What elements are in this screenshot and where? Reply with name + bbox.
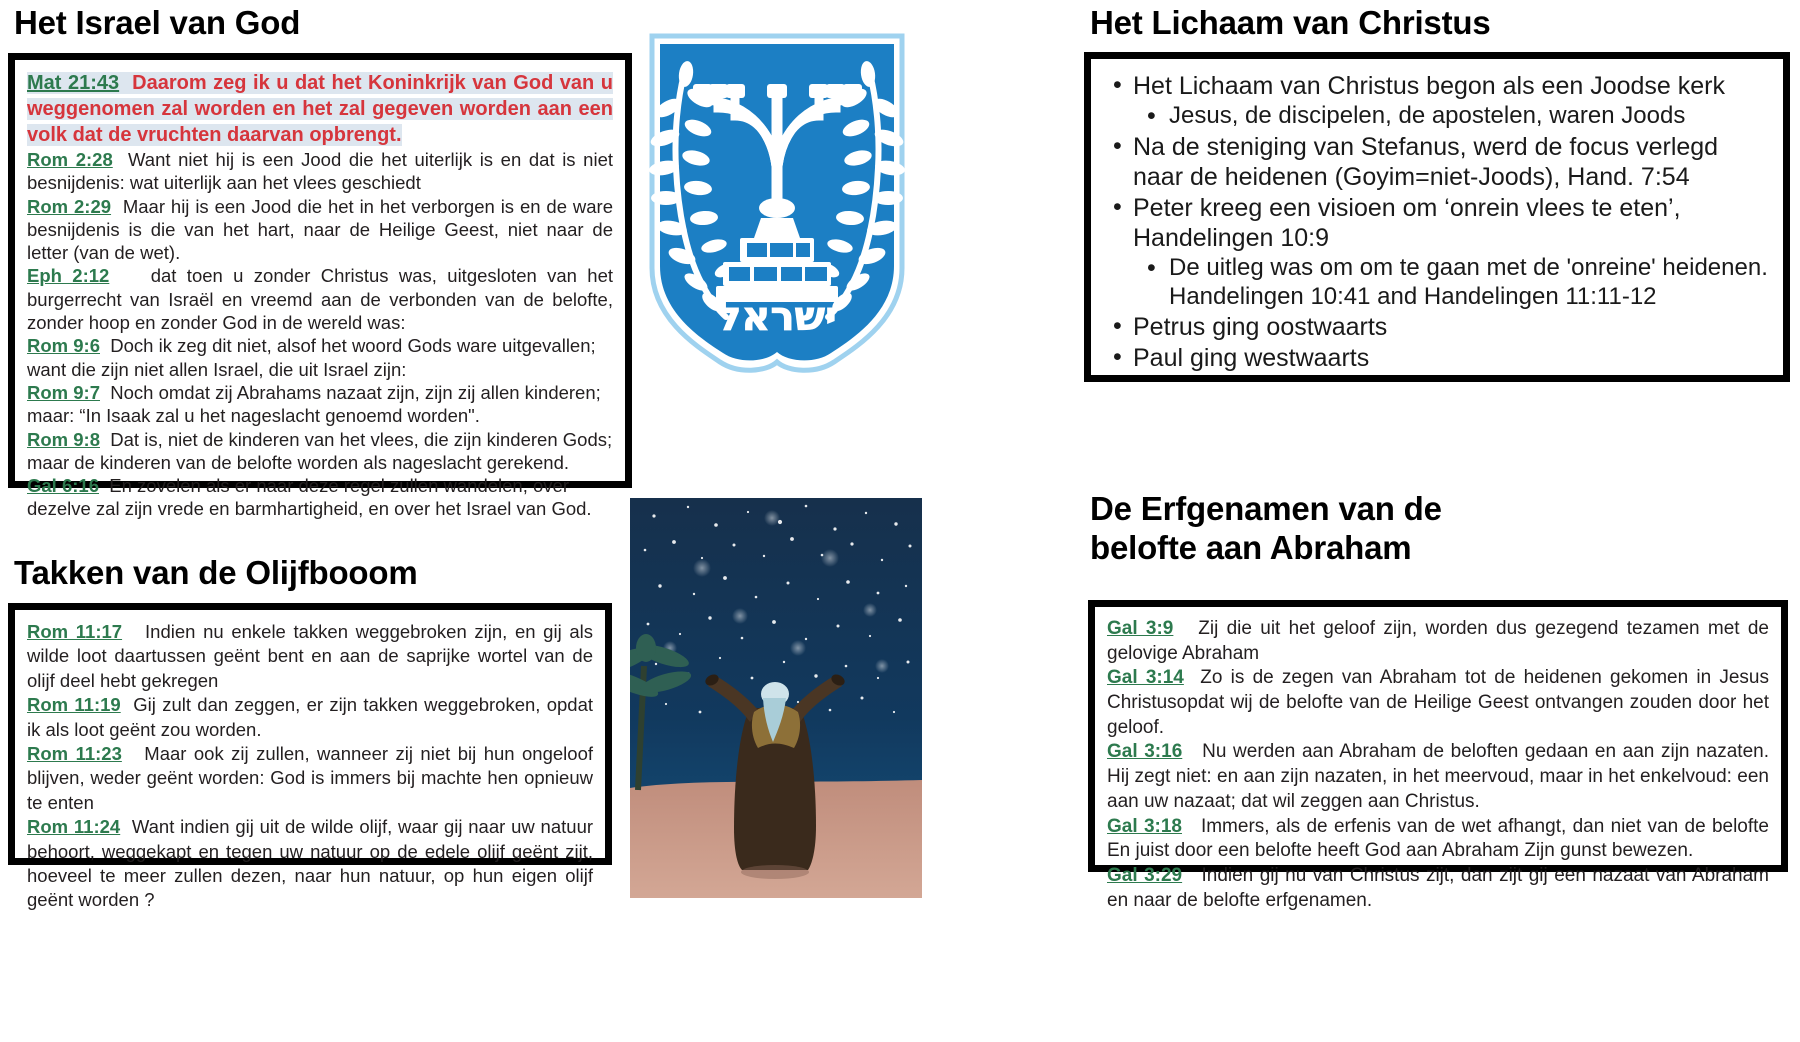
verse-text: Nu werden aan Abraham de beloften gedaan en aan zijn nazaten. Hij zegt niet: en aan zijn nazaten, in het meervoud, maar in het enkelvoud: een aan uw nazaat; dat wil zeggen aan Christus. [1107, 741, 1769, 812]
verse-reference[interactable]: Rom 2:28 [27, 149, 113, 170]
list-item [1107, 343, 1769, 373]
verse-reference[interactable]: Gal 3:9 [1107, 618, 1174, 639]
panel-title-erfgenamen: De Erfgenamen van de belofte aan Abraham [1090, 490, 1442, 566]
verse-item [27, 70, 613, 148]
verse-reference[interactable]: Rom 9:8 [27, 428, 100, 450]
verse-reference[interactable]: Eph 2:12 [27, 265, 110, 287]
verse-item [27, 148, 613, 195]
verse-reference[interactable]: Gal 3:29 [1107, 864, 1183, 886]
verse-reference[interactable]: Rom 11:19 [27, 694, 121, 716]
bullet-list-lichaam [1091, 59, 1783, 384]
list-item-label: Paul ging westwaarts [1133, 344, 1370, 373]
menorah-cups [693, 84, 862, 98]
bullet-icon: • [1113, 131, 1122, 160]
verse-item [1107, 740, 1769, 814]
list-item [1107, 102, 1769, 131]
verse-item [27, 620, 593, 693]
verse-text: Gij zult dan zeggen, er zijn takken weggebroken, opdat ik als loot geënt zou worden. [27, 694, 593, 740]
verse-box-erfgenamen [1088, 600, 1788, 911]
verse-reference[interactable]: Rom 9:7 [27, 381, 100, 403]
verse-reference[interactable]: Gal 3:18 [1107, 815, 1182, 837]
verse-item [1107, 617, 1769, 666]
list-item [1107, 312, 1769, 342]
verse-reference[interactable]: Gal 6:16 [27, 475, 99, 497]
list-item [1107, 132, 1769, 192]
verse-text: Noch omdat zij Abrahams nazaat zijn, zijn zij allen kinderen; maar: “In Isaak zal u het nageslacht genoemd worden". [27, 381, 601, 427]
list-item-label: Het Lichaam van Christus begon als een Joodse kerk [1133, 72, 1725, 100]
panel-title-israel: Het Israel van God [14, 4, 301, 41]
panel-title-takken: Takken van de Olijfbooom [14, 554, 418, 591]
verse-text: Indien gij nu van Christus zijt, dan zijt gij een nazaat van Abraham en naar de belofte erfgenamen. [1107, 864, 1769, 911]
list-item-label: Jesus, de discipelen, de apostelen, waren Joods [1169, 102, 1686, 129]
verse-text: Immers, als de erfenis van de wet afhangt, dan niet van de belofte En juist door een belofte heeft God aan Abraham Zijn gunst bewezen. [1107, 815, 1770, 862]
verse-text: Daarom zeg ik u dat het Koninkrijk van God van u weggenomen zal worden en het zal gegeven worden aan een volk dat de vruchten daarvan opbrengt. [27, 72, 614, 146]
verse-item [1107, 666, 1769, 740]
verse-item [27, 195, 613, 265]
verse-item [27, 474, 613, 521]
verse-item [27, 815, 593, 913]
list-item-label: Na de steniging van Stefanus, werd de focus verlegd naar de heidenen (Goyim=niet-Joods), Hand. 7:54 [1133, 132, 1719, 191]
panel-title-lichaam: Het Lichaam van Christus [1090, 4, 1491, 41]
verse-box-israel [8, 53, 632, 520]
bullet-icon: • [1113, 71, 1122, 99]
verse-item [1107, 864, 1769, 913]
verse-item [27, 693, 593, 742]
verse-text: Maar hij is een Jood die het in het verborgen is en de ware besnijdenis is die van het hart, naar de Heilige Geest, niet naar de letter (van de wet). [27, 195, 614, 264]
list-item-label: Petrus ging oostwaarts [1133, 313, 1388, 342]
bullet-icon: • [1113, 192, 1122, 221]
bullet-icon: • [1113, 312, 1122, 341]
verse-list-israel [15, 60, 625, 529]
verse-list-takken [15, 610, 605, 921]
verse-item [1107, 815, 1769, 864]
verse-reference[interactable]: Rom 11:24 [27, 816, 121, 838]
verse-text: Want indien gij uit de wilde olijf, waar gij naar uw natuur behoort, weggekapt en tegen uw natuur op de edele olijf geënt zijt, hoeveel te meer zullen dezen, naar hun natuur, op hun eigen olijf geënt worden ? [27, 816, 594, 911]
verse-reference[interactable]: Gal 3:16 [1107, 741, 1183, 763]
verse-text: Want niet hij is een Jood die het uiterlijk is en dat is niet besnijdenis: wat uiterlijk aan het vlees geschiedt [27, 149, 614, 194]
verse-item [27, 334, 613, 381]
verse-list-erfgenamen [1095, 607, 1781, 921]
verse-text: Dat is, niet de kinderen van het vlees, die zijn kinderen Gods; maar de kinderen van de belofte worden als nageslacht gerekend. [27, 428, 613, 473]
verse-text: Zij die uit het geloof zijn, worden dus gezegend tezamen met de gelovige Abraham [1107, 618, 1769, 664]
verse-box-takken [8, 603, 612, 911]
list-item [1107, 193, 1769, 253]
verse-text: Maar ook zij zullen, wanneer zij niet bij hun ongeloof blijven, weder geënt worden: God is immers bij machte hen opnieuw te enten [27, 743, 594, 813]
verse-item [27, 264, 613, 334]
verse-text: Indien nu enkele takken weggebroken zijn, en gij als wilde loot daartussen geënt bent en aan de saprijke wortel van de olijf deel hebt gekregen [27, 621, 593, 691]
bullet-icon: • [1147, 253, 1156, 282]
verse-item [27, 742, 593, 815]
verse-text: En zovelen als er naar deze regel zullen wandelen, over dezelve zal zijn vrede en barmhartigheid, en over het Israel van God. [27, 475, 592, 520]
verse-reference[interactable]: Rom 11:23 [27, 743, 122, 765]
verse-reference[interactable]: Rom 11:17 [27, 621, 123, 642]
verse-reference[interactable]: Mat 21:43 [27, 72, 120, 94]
verse-reference[interactable]: Rom 9:6 [27, 335, 100, 357]
list-item-label: De uitleg was om om te gaan met de 'onreine' heidenen. Handelingen 10:41 and Handelingen 11:11-12 [1169, 253, 1768, 310]
list-item-label: Peter kreeg een visioen om ‘onrein vlees te eten’, Handelingen 10:9 [1133, 193, 1681, 252]
verse-text: Doch ik zeg dit niet, alsof het woord Gods ware uitgevallen; want die zijn niet allen Israel, die uit Israel zijn: [27, 335, 596, 380]
verse-reference[interactable]: Gal 3:14 [1107, 667, 1184, 689]
emblem-hebrew-text: ישראל [717, 294, 837, 340]
verse-item [27, 428, 613, 475]
list-item [1107, 254, 1769, 312]
bullet-icon: • [1147, 102, 1156, 130]
verse-item [27, 381, 613, 428]
verse-text: Zo is de zegen van Abraham tot de heidenen gekomen in Jesus Christusopdat wij de belofte van de Heilige Geest ontvangen zouden door het geloof. [1107, 667, 1769, 738]
bullet-box-lichaam [1084, 52, 1790, 382]
verse-reference[interactable]: Rom 2:29 [27, 195, 112, 217]
verse-text: dat toen u zonder Christus was, uitgesloten van het burgerrecht van Israël en vreemd aan de verbonden van de belofte, zonder hoop en zonder God in de wereld was: [27, 265, 614, 334]
list-item [1107, 71, 1769, 101]
emblem-of-israel-image [648, 32, 906, 384]
bullet-icon: • [1113, 343, 1122, 372]
abraham-illustration [630, 498, 922, 898]
